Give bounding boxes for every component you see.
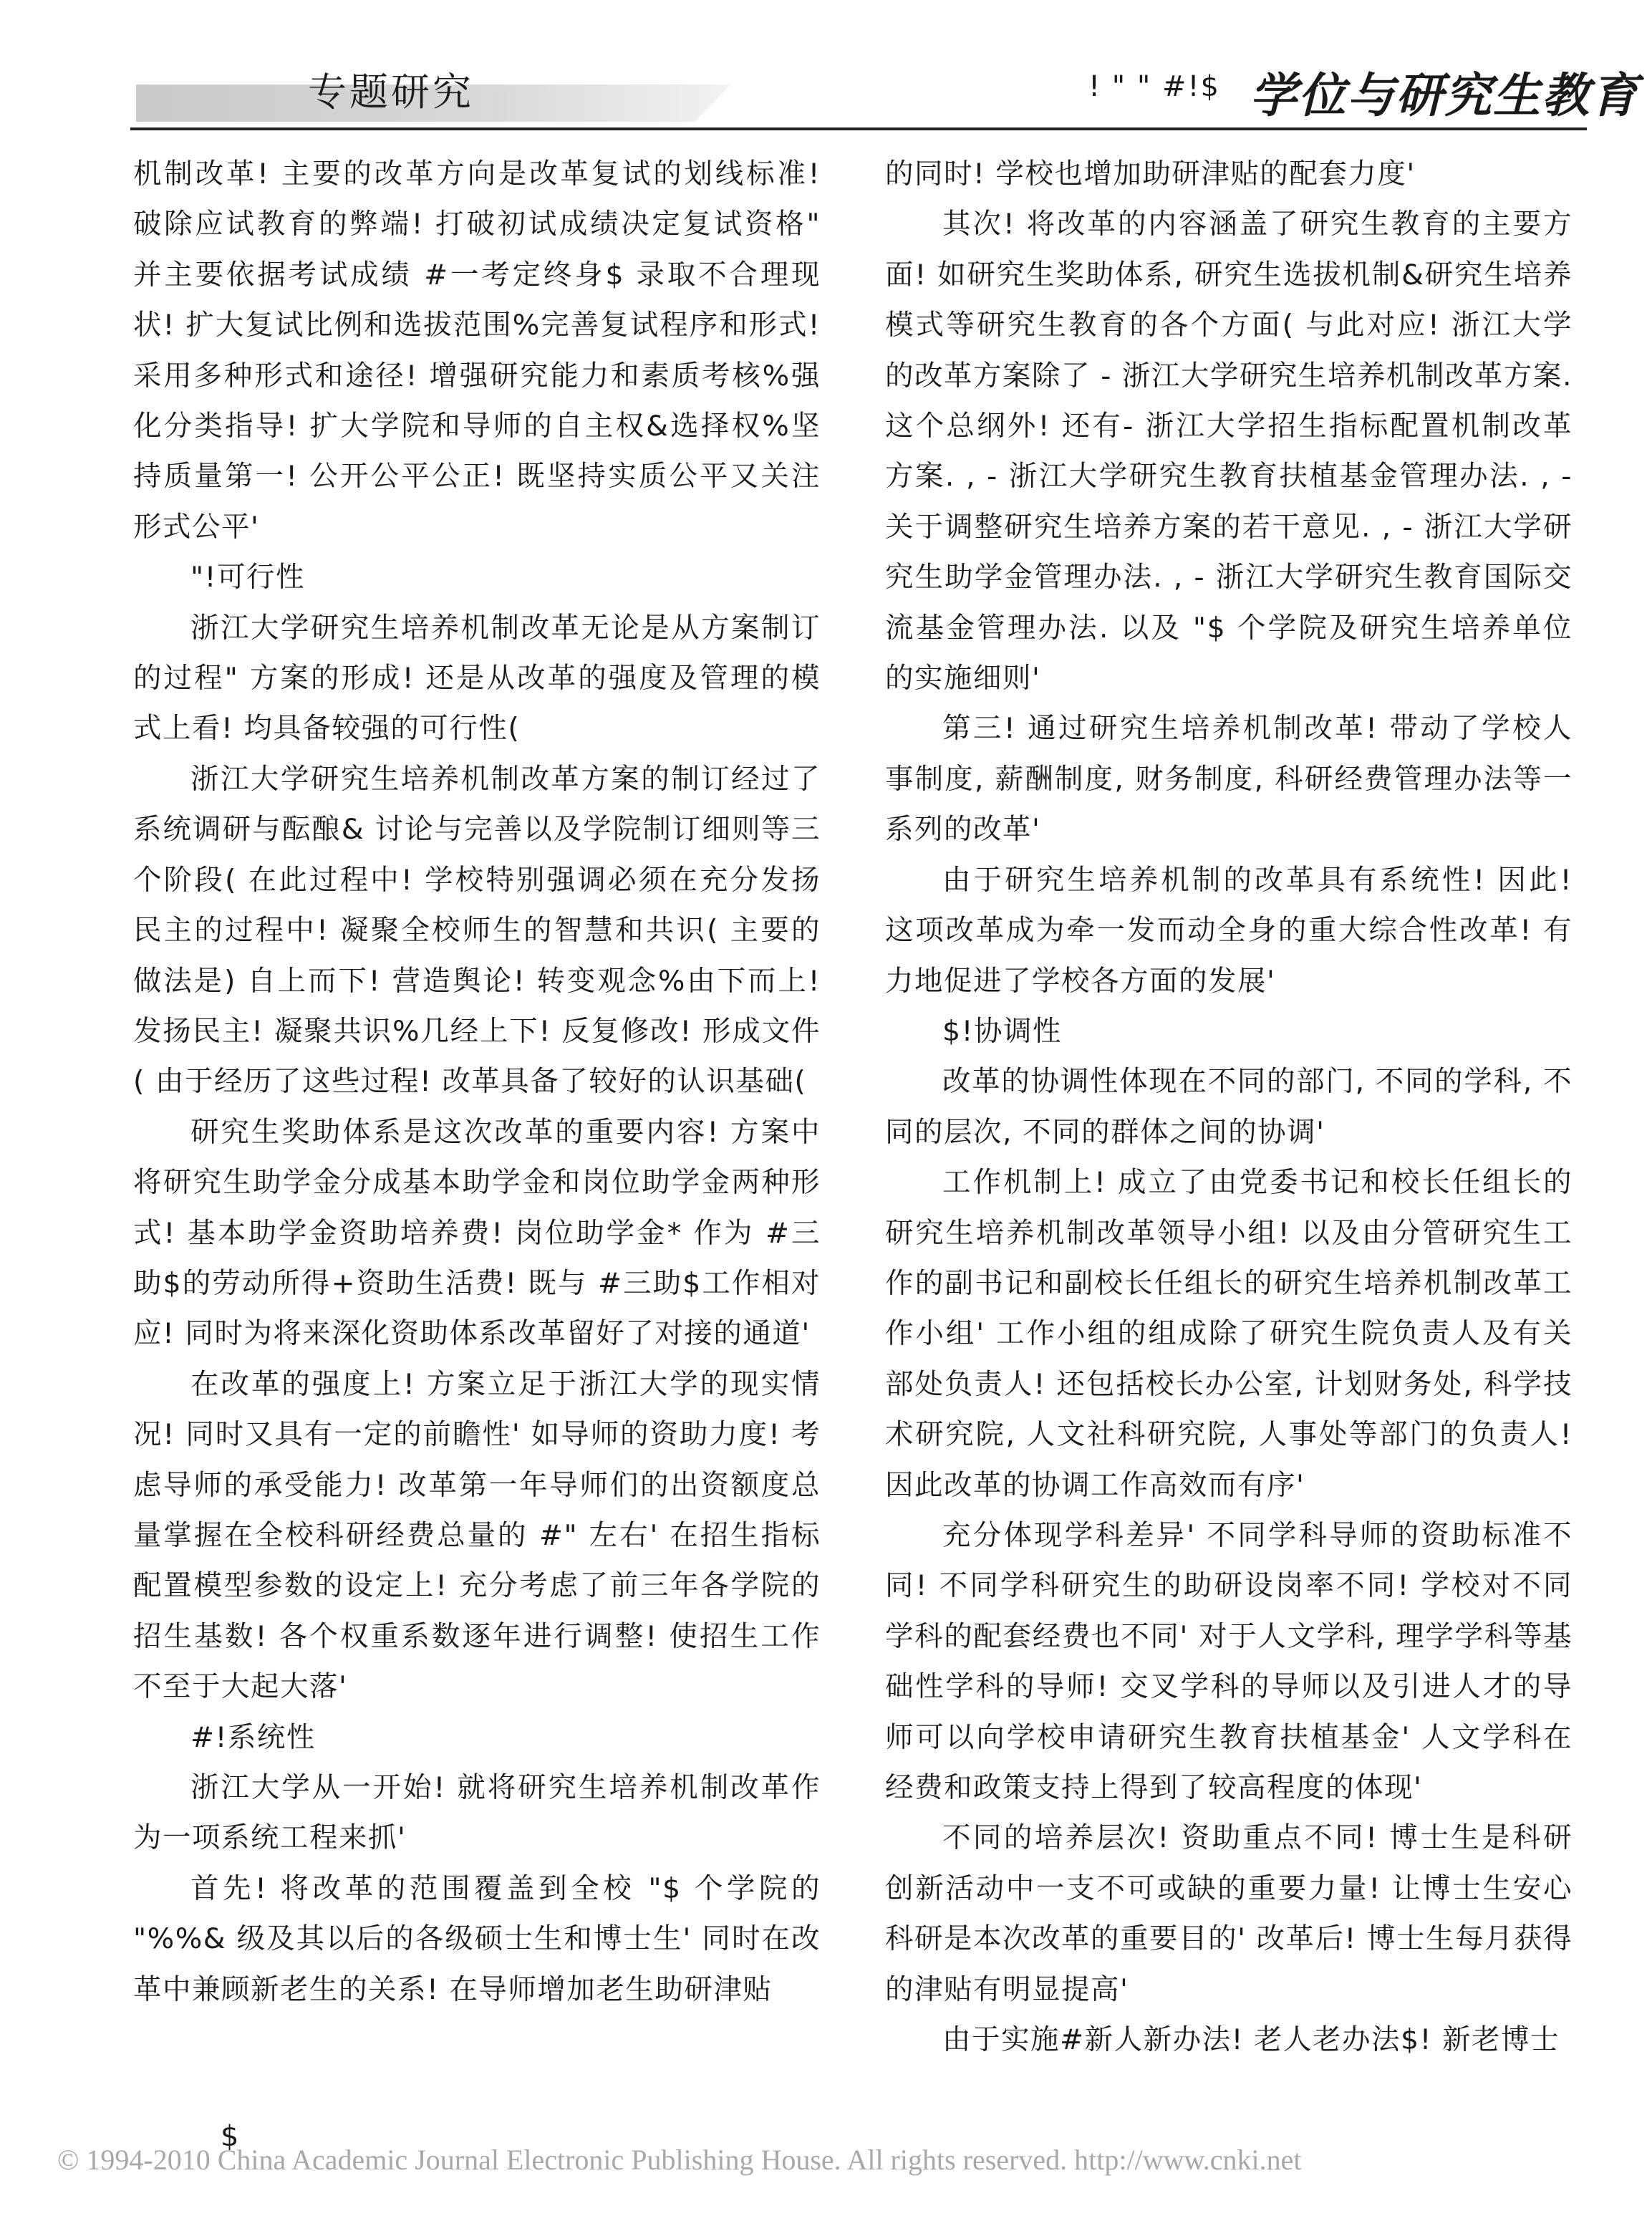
paragraph: 不同的培养层次! 资助重点不同! 博士生是科研创新活动中一支不可或缺的重要力量! 让博士生安心科研是本次改革的重要目的' 改革后! 博士生每月获得的津贴有明显提高' (885, 1821, 1573, 2006)
paragraph: 浙江大学从一开始! 就将研究生培养机制改革作为一项系统工程来抓' (133, 1771, 821, 1855)
subsection-heading: #!系统性 (190, 1720, 316, 1754)
paragraph: 在改革的强度上! 方案立足于浙江大学的现实情况! 同时又具有一定的前瞻性' 如导师的资助力度! 考虑导师的承受能力! 改革第一年导师们的出资额度总量掌握在全校科研经费总量的 #" 左右' 在招生指标配置模型参数的设定上! 充分考虑了前三年各学院的招生基数! 各个权重系数逐年进行调整! 使招生工作不至于大起大落' (133, 1367, 821, 1704)
header-rule (130, 127, 1587, 130)
subsection-heading: $!协调性 (942, 1014, 1062, 1048)
section-title: 专题研究 (308, 69, 474, 115)
paragraph: 其次! 将改革的内容涵盖了研究生教育的主要方面! 如研究生奖助体系, 研究生选拔机制&研究生培养模式等研究生教育的各个方面( 与此对应! 浙江大学的改革方案除了 - 浙江大学研究生培养机制改革方案. 这个总纲外! 还有- 浙江大学招生指标配置机制改革方案. , - 浙江大学研究生教育扶植基金管理办法. , - 关于调整研究生培养方案的若干意见. , - 浙江大学研究生助学金管理办法. , - 浙江大学研究生教育国际交流基金管理办法. 以及 "$ 个学院及研究生培养单位的实施细则' (885, 208, 1573, 695)
paragraph: 首先! 将改革的范围覆盖到全校 "$ 个学院的 "%%& 级及其以后的各级硕士生和博士生' 同时在改革中兼顾新老生的关系! 在导师增加老生助研津贴 (133, 1871, 821, 2006)
paragraph: 工作机制上! 成立了由党委书记和校长任组长的研究生培养机制改革领导小组! 以及由分管研究生工作的副书记和副校长任组长的研究生培养机制改革工作小组' 工作小组的组成除了研究生院负责人及有关部处负责人! 还包括校长办公室, 计划财务处, 科学技术研究院, 人文社科研究院, 人事处等部门的负责人! 因此改革的协调工作高效而有序' (885, 1166, 1573, 1502)
subsection-heading: "!可行性 (190, 561, 306, 594)
paragraph: 的同时! 学校也增加助研津贴的配套力度' (885, 158, 1416, 191)
paragraph: 由于实施#新人新办法! 老人老办法$! 新老博士 (942, 2023, 1560, 2057)
paragraph: 由于研究生培养机制的改革具有系统性! 因此! 这项改革成为牵一发而动全身的重大综合性改革! 有力地促进了学校各方面的发展' (885, 863, 1573, 998)
journal-title: 学位与研究生教育 (1250, 67, 1639, 123)
paragraph: 第三! 通过研究生培养机制改革! 带动了学校人事制度, 薪酬制度, 财务制度, 科研经费管理办法等一系列的改革' (885, 712, 1573, 847)
paragraph: 改革的协调性体现在不同的部门, 不同的学科, 不同的层次, 不同的群体之间的协调' (885, 1065, 1573, 1149)
right-column (885, 149, 1573, 2065)
issue-code: ! " " #!$ (1088, 70, 1220, 103)
paragraph: 充分体现学科差异' 不同学科导师的资助标准不同! 不同学科研究生的助研设岗率不同! 学校对不同学科的配套经费也不同' 对于人文学科, 理学学科等基础性学科的导师! 交叉学科的导师以及引进人才的导师可以向学校申请研究生教育扶植基金' 人文学科在经费和政策支持上得到了较高程度的体现' (885, 1518, 1573, 1804)
copyright-footer: © 1994-2010 China Academic Journal Electronic Publishing House. All rights reserved. http://www.cnki.net (57, 2144, 1302, 2176)
page-number: $ (221, 2120, 239, 2153)
paragraph: 浙江大学研究生培养机制改革无论是从方案制订的过程" 方案的形成! 还是从改革的强度及管理的模式上看! 均具备较强的可行性( (133, 611, 821, 746)
paragraph: 浙江大学研究生培养机制改革方案的制订经过了系统调研与酝酿& 讨论与完善以及学院制订细则等三个阶段( 在此过程中! 学校特别强调必须在充分发扬民主的过程中! 凝聚全校师生的智慧和共识( 主要的做法是) 自上而下! 营造舆论! 转变观念%由下而上! 发扬民主! 凝聚共识%几经上下! 反复修改! 形成文件( 由于经历了这些过程! 改革具备了较好的认识基础( (133, 762, 821, 1099)
paragraph: 研究生奖助体系是这次改革的重要内容! 方案中将研究生助学金分成基本助学金和岗位助学金两种形式! 基本助学金资助培养费! 岗位助学金* 作为 #三助$的劳动所得+资助生活费! 既与 #三助$工作相对应! 同时为将来深化资助体系改革留好了对接的通道' (133, 1115, 821, 1351)
left-column (133, 149, 821, 2015)
paragraph: 机制改革! 主要的改革方向是改革复试的划线标准! 破除应试教育的弊端! 打破初试成绩决定复试资格" 并主要依据考试成绩 #一考定终身$ 录取不合理现状! 扩大复试比例和选拔范围%完善复试程序和形式! 采用多种形式和途径! 增强研究能力和素质考核%强化分类指导! 扩大学院和导师的自主权&选择权%坚持质量第一! 公开公平公正! 既坚持实质公平又关注形式公平' (133, 158, 821, 544)
